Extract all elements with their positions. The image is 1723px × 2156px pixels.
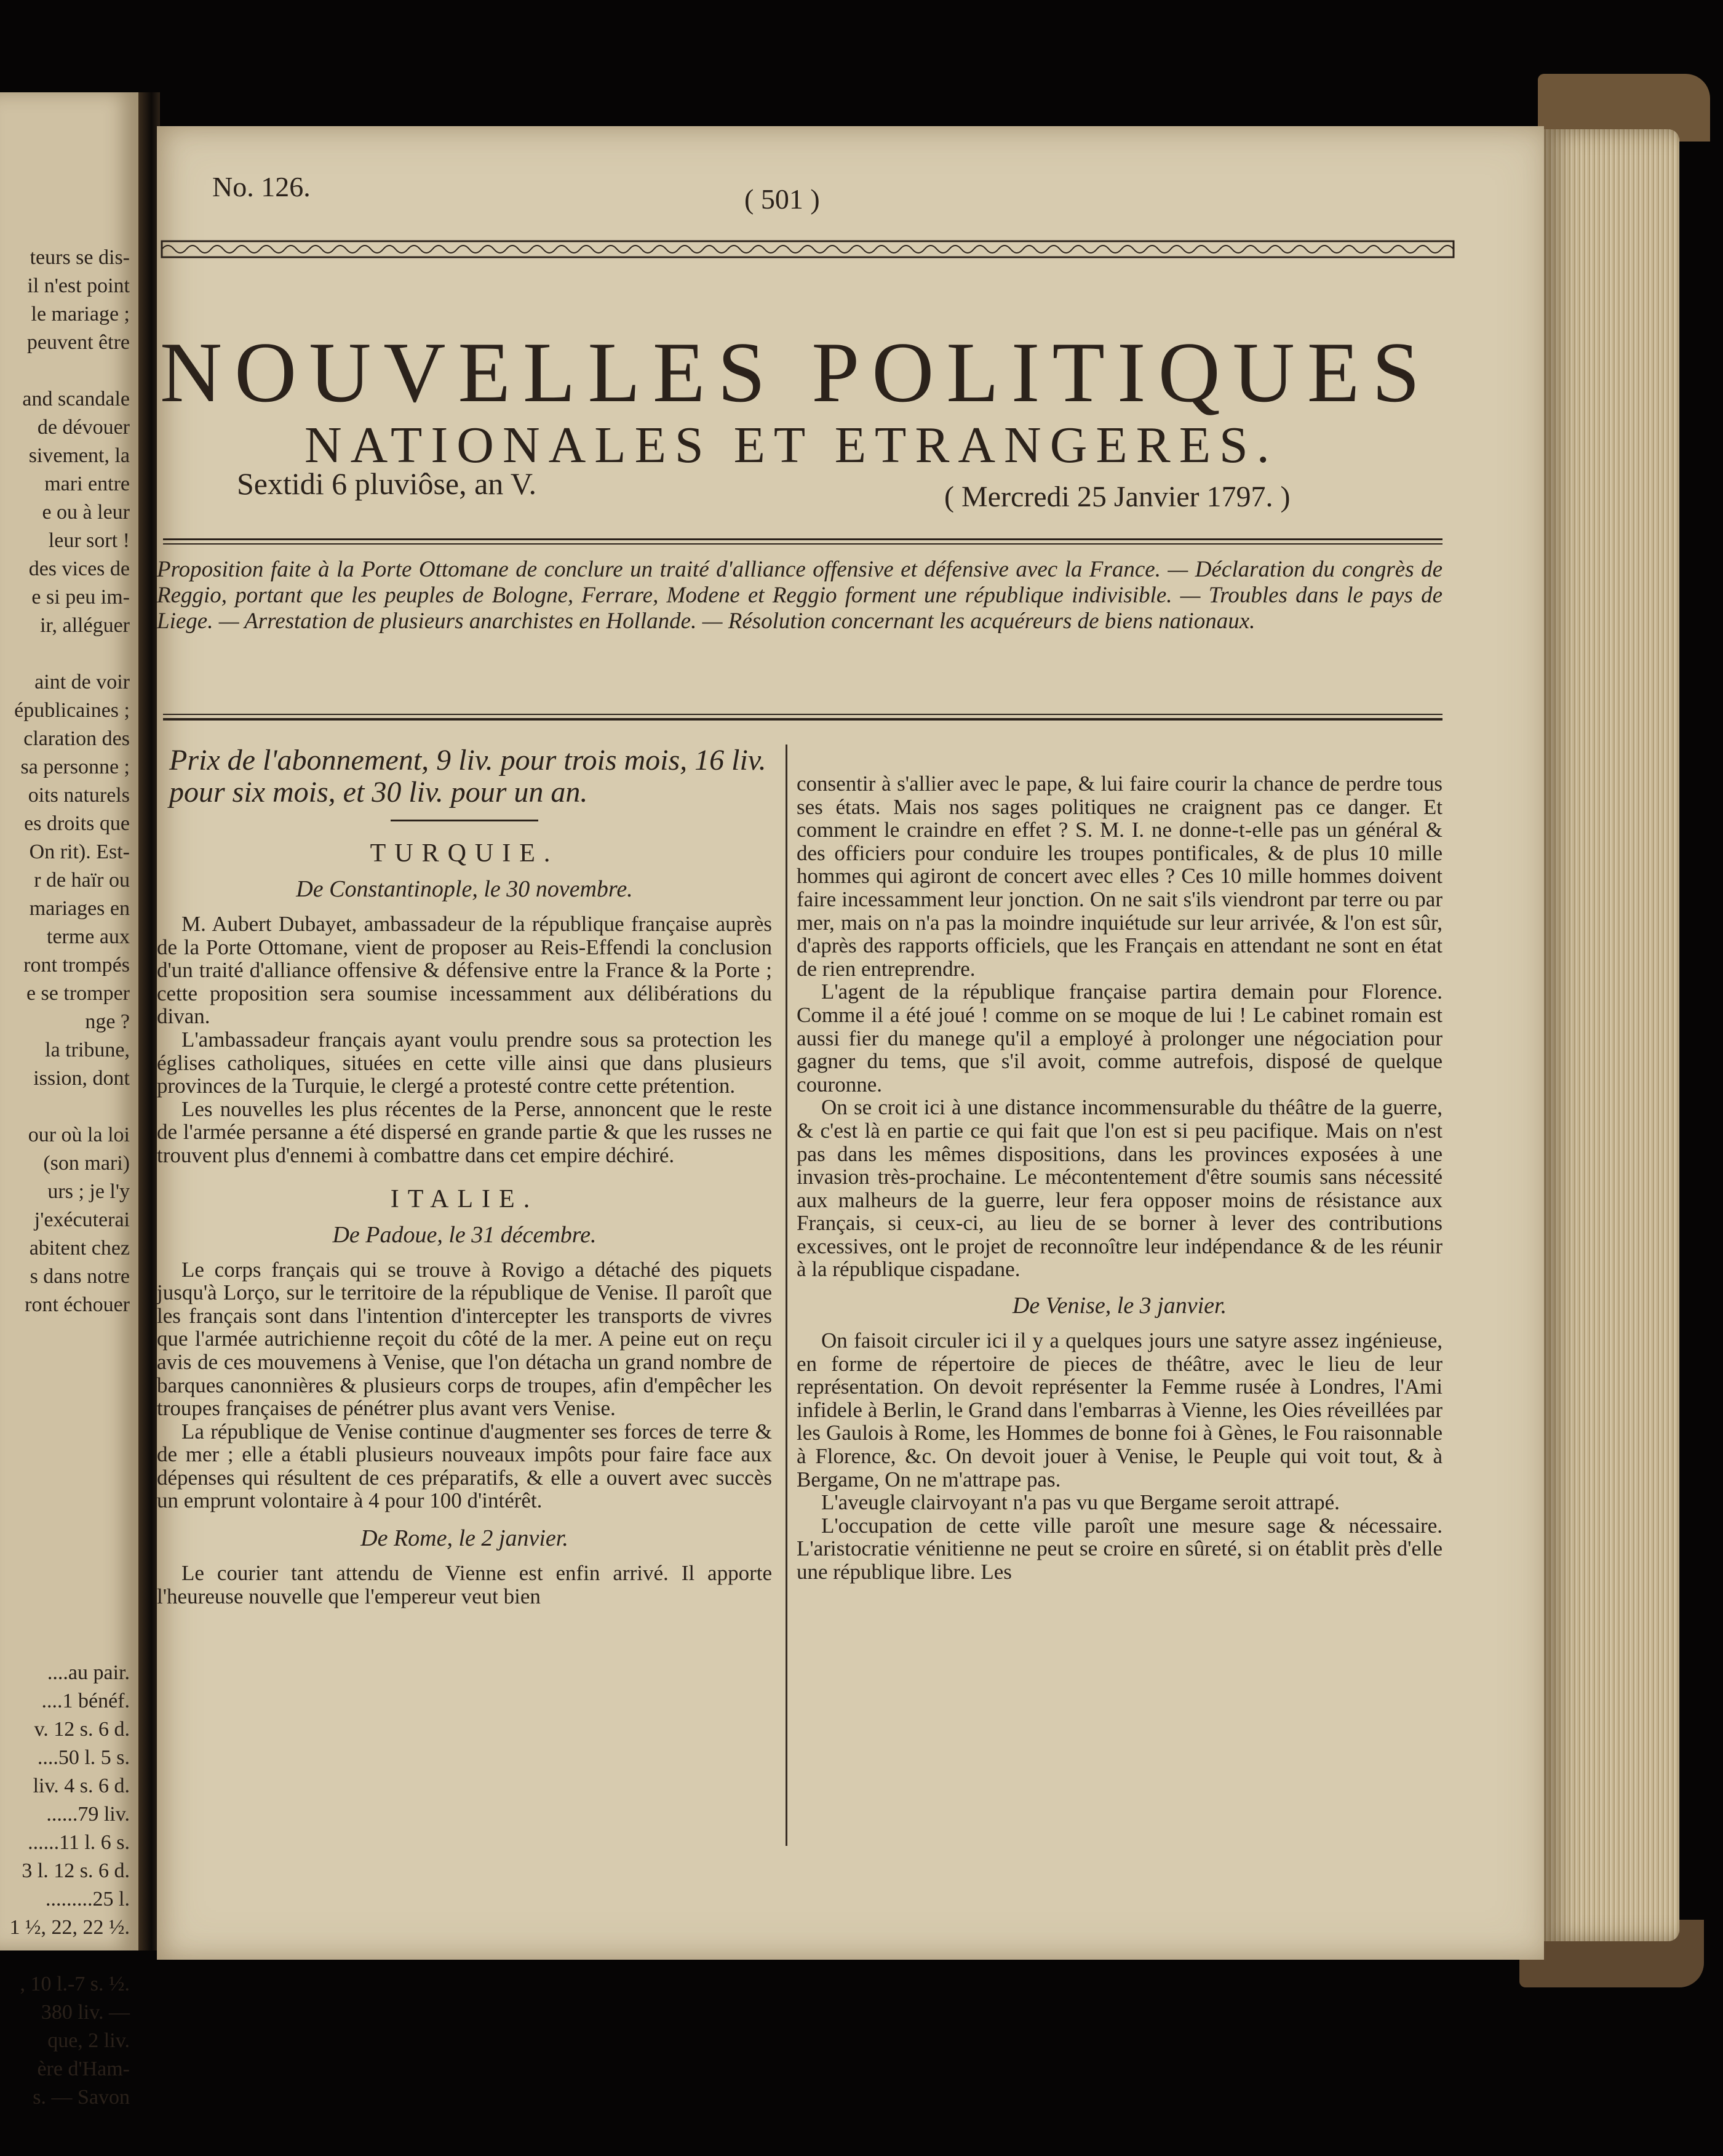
previous-page-text-fragment: e se tromper [26,982,130,1005]
previous-page-text-fragment: de dévouer [37,416,130,439]
previous-page-text-fragment: ......11 l. 6 s. [28,1831,130,1854]
previous-page-text-fragment: and scandale [22,388,130,410]
previous-page-text-fragment: e si peu im- [31,586,130,609]
previous-page-text-fragment: abitent chez [29,1237,130,1260]
article-paragraph: M. Aubert Dubayet, ambassadeur de la république française auprès de la Porte Ottomane, vient de proposer au Reis-Effendi la conclusion d'un traité d'alliance offensive & défensive entre la France & la Porte ; cette proposition sera soumise incessamment aux délibérations du divan. [157,912,772,1029]
article-paragraph: L'occupation de cette ville paroît une mesure sage & nécessaire. L'aristocratie vénitienne ne peut se croire en sûreté, si on établit près d'elle une république libre. Les [797,1513,1442,1584]
article-paragraph: L'aveugle clairvoyant n'a pas vu que Bergame seroit attrapé. [821,1490,1340,1515]
previous-page-text-fragment: mariages en [29,897,130,920]
article-paragraph: consentir à s'allier avec le pape, & lui faire courir la chance de perdre tous ses états. Mais nos sages politiques ne craignent pas ce danger. Et comment le craindre en effet ? S. M. I. ne donne-t-elle pas un général & des officiers pour conduire les troupes pontificales, & de plus 10 mille hommes qui agiront de concert avec elles ? Ces 10 mille hommes doivent faire incessamment leur jonction. On ne sait s'ils viendront par terre ou par mer, mais on n'a pas la moindre inquiétude sur leur arrivée, & l'on est sûr, d'après des rapports officiels, que les Français en attendant ne sont en état de rien entreprendre. [797,772,1442,981]
dateline-venise: De Venise, le 3 janvier. [1012,1293,1227,1319]
previous-page-text-fragment: ....au pair. [47,1661,130,1684]
dateline-padoue: De Padoue, le 31 décembre. [332,1221,597,1248]
previous-page-text-fragment: ......79 liv. [46,1803,130,1826]
previous-page-text-fragment: aint de voir [34,671,130,693]
previous-page-text-fragment: sa personne ; [20,756,130,778]
article-paragraph: Le courier tant attendu de Vienne est enfin arrivé. Il apporte l'heureuse nouvelle que l'empereur veut bien [157,1561,772,1608]
summary-top-rule [163,538,1442,540]
previous-page-text-fragment: urs ; je l'y [47,1180,130,1203]
previous-page-text-fragment: leur sort ! [48,529,130,552]
article-paragraph: L'agent de la république française partira demain pour Florence. Comme il a été joué ! comme on se moque de lui ! Le cabinet romain est aussi fier du manege qu'il a employé à prolonger une négociation pour gagner du tems, que s'il avoit, comme autrefois, disposé de quelque couronne. [797,980,1442,1096]
ornamental-border [162,240,1454,258]
previous-page-text-fragment: j'exécuterai [34,1208,130,1231]
page-number: ( 501 ) [744,183,820,215]
previous-page-text-fragment: r de haïr ou [34,869,130,892]
previous-page-text-fragment: peuvent être [26,331,130,354]
summary-bottom-rule [163,718,1442,721]
issue-summary: Proposition faite à la Porte Ottomane de conclure un traité d'alliance offensive et défensive avec la France. — Déclaration du congrès de Reggio, portant que les peuples de Bologne, Ferrare, Modene et Reggio forment une république indivisible. — Troubles dans le pays de Liege. — Arrestation de plusieurs anarchistes en Hollande. — Résolution concernant les acquéreurs de biens nationaux. [157,557,1442,634]
newspaper-page [157,126,1544,1960]
previous-page-text-fragment: il n'est point [27,274,130,297]
previous-page-text-fragment: teurs se dis- [30,246,130,269]
previous-page-text-fragment: 3 l. 12 s. 6 d. [22,1859,130,1882]
dateline-rome: De Rome, le 2 janvier. [360,1525,568,1552]
previous-page-text-fragment: 380 liv. — [41,2001,130,2024]
previous-page-text-fragment: e ou à leur [42,501,130,524]
article-paragraph: Les nouvelles les plus récentes de la Perse, annoncent que le reste de l'armée persanne a été dispersé en grande partie & que les russes ne trouvent plus d'ennemi à combattre dans cet empire déchiré. [157,1096,772,1167]
previous-page-text-fragment: (son mari) [43,1152,130,1175]
previous-page-text-fragment: ront trompés [23,954,130,976]
previous-page-text-fragment: nge ? [85,1010,130,1033]
previous-page-text-fragment: ission, dont [33,1067,130,1090]
previous-page-text-fragment: le mariage ; [31,303,130,325]
previous-page-text-fragment: .........25 l. [46,1888,130,1910]
previous-page-text-fragment: ir, alléguer [40,614,130,637]
previous-page-text-fragment: claration des [23,727,130,750]
article-paragraph: On faisoit circuler ici il y a quelques jours une satyre assez ingénieuse, en forme de répertoire de pieces de théâtre, avec le lieu de leur représentation. On devoit représenter la Femme rusée à Londres, l'Ami infidele à Berlin, le Grand dans l'embarras à Vienne, les Oies réveillées par les Gaulois à Rome, les Hommes de bonne foi à Gènes, le Fou raisonnable à Florence, &c. On devoit jouer à Venise, le Peuple qui voit tout, & à Bergame, On ne m'attrape pas. [797,1328,1442,1491]
previous-page-text-fragment: ère d'Ham- [37,2058,130,2080]
previous-page-text-fragment: mari entre [44,473,130,495]
previous-page-text-fragment: des vices de [28,557,130,580]
section-heading-turquie: TURQUIE. [370,839,559,868]
previous-page-text-fragment: v. 12 s. 6 d. [34,1718,130,1741]
article-paragraph: La république de Venise continue d'augmenter ses forces de terre & de mer ; elle a établi plusieurs nouveaux impôts pour faire face aux dépenses qui résultent de ces préparatifs, & elle a ouvert avec succès un emprunt volontaire à 4 pour 100 d'intérêt. [157,1419,772,1513]
previous-page-text-fragment: ....1 bénéf. [41,1690,130,1712]
previous-page-text-fragment: que, 2 liv. [47,2029,130,2052]
previous-page-text-fragment: terme aux [47,925,130,948]
newspaper-title: NOUVELLES POLITIQUES [160,325,1433,420]
gregorian-date: ( Mercredi 25 Janvier 1797. ) [944,481,1291,513]
previous-page-text-fragment: oits naturels [28,784,130,807]
previous-page-text-fragment: s. — Savon [33,2086,130,2109]
article-paragraph: On se croit ici à une distance incommensurable du théâtre de la guerre, & c'est là en partie ce qui fait que l'on est si peu pacifique. Mais on n'est pas dans les mêmes dispositions, dans les provinces exposées à une invasion très-prochaine. Le mécontentement d'être soumis sans nécessité aux malheurs de la guerre, leur fera opposer moins de résistance aux Français, si ceux-ci, au lieu de se borner à lever des contributions excessives, ont le projet de reconnoître leur indépendance & de les réunir à la république cispadane. [797,1095,1442,1282]
previous-page-text-fragment: es droits que [24,812,130,835]
short-rule [391,820,538,821]
newspaper-subtitle: NATIONALES ET ETRANGERES. [304,417,1278,474]
previous-page-text-fragment: sivement, la [28,444,130,467]
column-divider [786,745,787,1846]
summary-bottom-rule-thin [163,714,1442,715]
previous-page-text-fragment: épublicaines ; [14,699,130,722]
summary-top-rule-thin [163,543,1442,545]
previous-page-text-fragment: s dans notre [30,1265,130,1288]
previous-page [0,92,138,2109]
article-paragraph: Le corps français qui se trouve à Rovigo a détaché des piquets jusqu'à Lorço, sur le territoire de la république de Venise. Il paroît que les français sont dans l'intention d'intercepter les transports de vivres que l'armée autrichienne reçoit du côté de la mer. A peine eut on reçu avis de ces mouvemens à Venise, que l'on détacha un grand nombre de barques canonnières & plusieurs corps de troupes, afin d'empêcher les troupes françaises de pénétrer plus avant vers Venise. [157,1257,772,1421]
right-column [797,772,1442,1584]
left-column [157,745,772,1608]
previous-page-text-fragment: our où la loi [28,1124,130,1146]
previous-page-text-fragment: ront échouer [25,1293,130,1316]
article-paragraph: L'ambassadeur français ayant voulu prendre sous sa protection les églises catholiques, situées en cette ville ainsi que dans plusieurs provinces de la Turquie, le clergé a protesté contre cette prétention. [157,1027,772,1098]
previous-page-text-fragment: , 10 l.-7 s. ½. [20,1973,130,1995]
page-edges [1538,129,1679,1941]
republican-date: Sextidi 6 pluviôse, an V. [237,466,537,501]
previous-page-text-fragment: ....50 l. 5 s. [37,1746,130,1769]
dateline-constantinople: De Constantinople, le 30 novembre. [296,876,633,902]
section-heading-italie: ITALIE. [390,1184,539,1213]
issue-number: No. 126. [212,171,311,202]
previous-page-text-fragment: On rit). Est- [29,840,130,863]
previous-page-text-fragment: 1 ½, 22, 22 ½. [9,1916,130,1939]
subscription-price: Prix de l'abonnement, 9 liv. pour trois mois, 16 liv. pour six mois, et 30 liv. pour un an. [169,744,766,808]
previous-page-text-fragment: liv. 4 s. 6 d. [33,1775,130,1797]
previous-page-text-fragment: la tribune, [45,1039,130,1061]
